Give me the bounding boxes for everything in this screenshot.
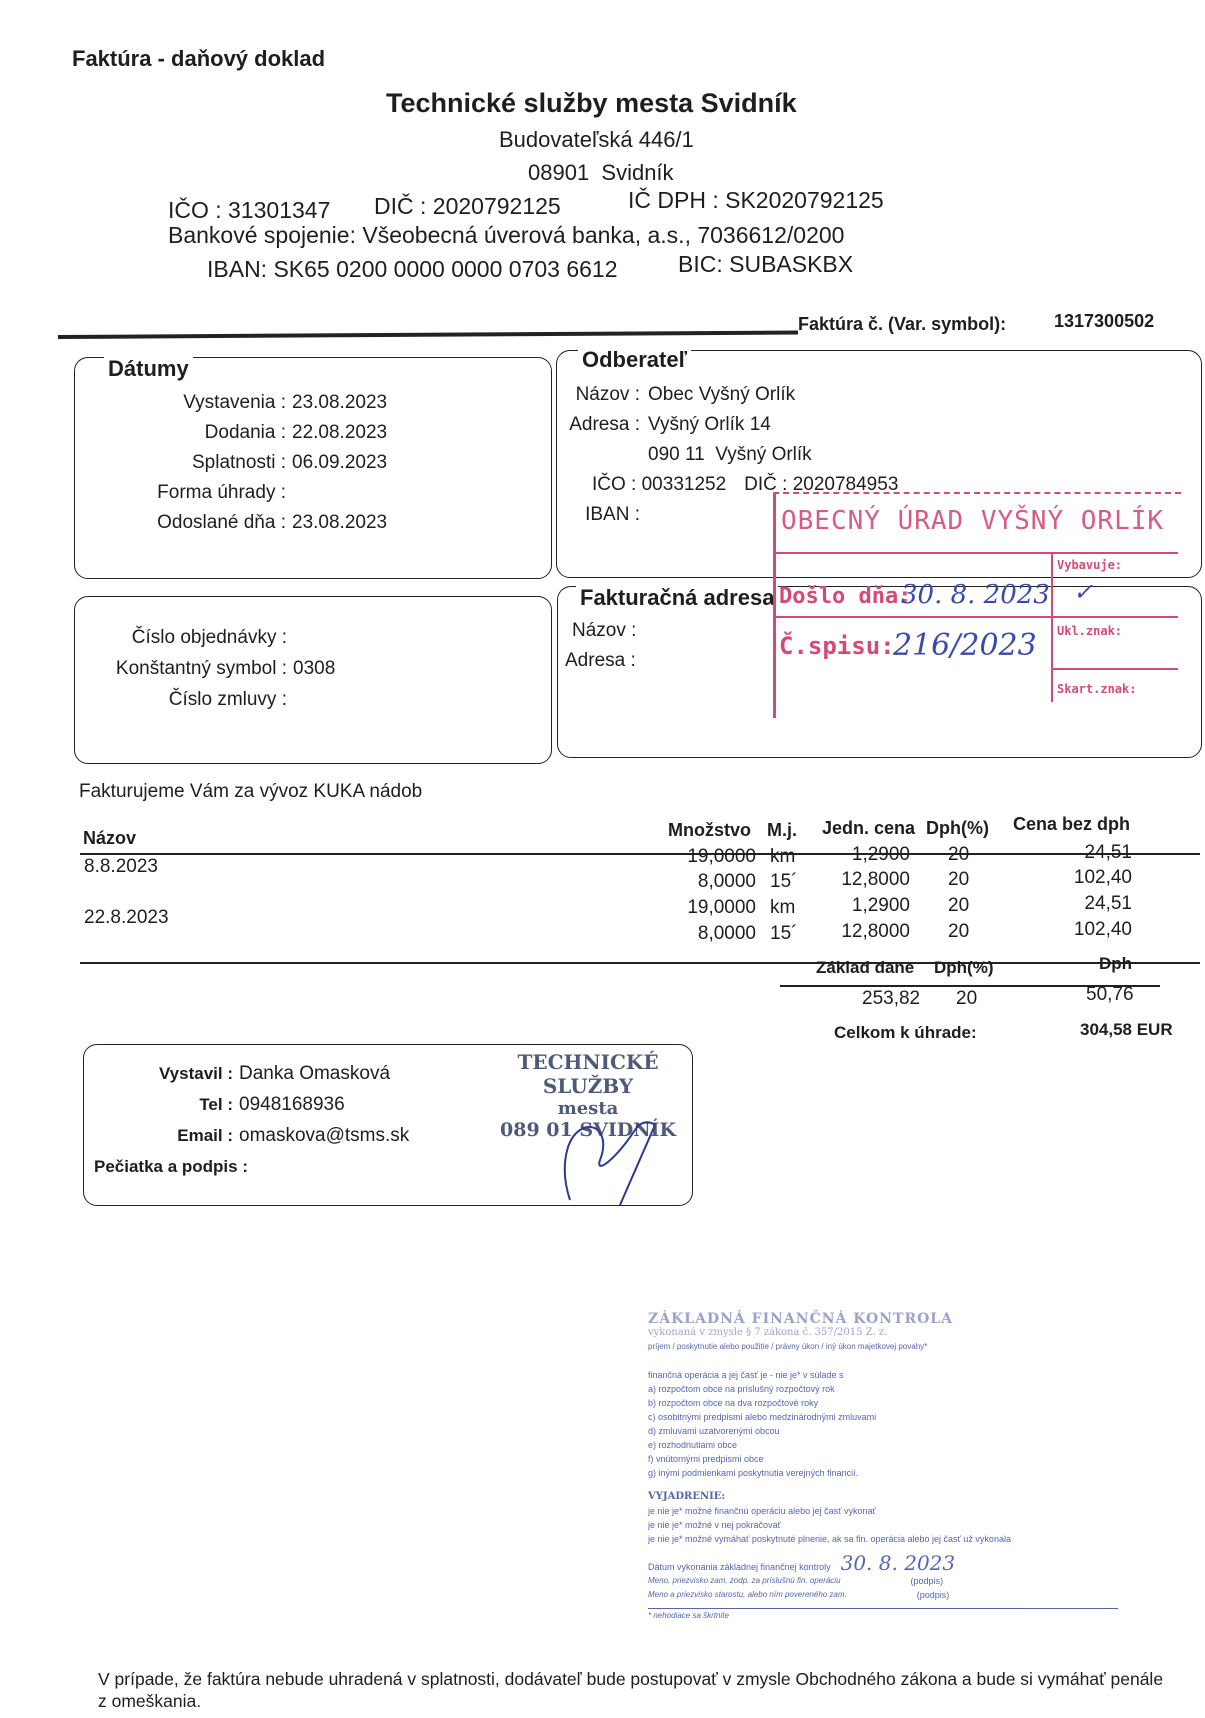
col-unit: M.j. xyxy=(767,820,797,840)
control-intro: finančná operácia a jej časť je - nie je* v súlade s xyxy=(648,1370,844,1380)
order-row-label: Číslo zmluvy : xyxy=(168,689,287,710)
row-unit: 15´ xyxy=(770,923,798,944)
control-name-row xyxy=(648,1574,1118,1588)
summary-base-label: Základ dane xyxy=(816,958,915,977)
order-row-label: Konštantný symbol : xyxy=(115,658,287,679)
customer-address-label: Adresa : xyxy=(569,414,640,435)
row-unit: km xyxy=(770,897,796,918)
dates-row xyxy=(110,478,410,508)
supplier-icdph: IČ DPH : SK2020792125 xyxy=(628,187,884,213)
row-price: 12,8000 xyxy=(841,921,910,942)
issued-name: Danka Omasková xyxy=(239,1063,391,1084)
total-label: Celkom k úhrade: xyxy=(834,1023,977,1042)
control-date: 30. 8. 2023 xyxy=(840,1551,956,1575)
document-title: Faktúra - daňový doklad xyxy=(72,46,326,71)
customer-address1: Vyšný Orlík 14 xyxy=(648,414,771,435)
row-vat: 20 xyxy=(948,921,970,942)
control-item: e) rozhodnutiami obce xyxy=(648,1440,738,1450)
stamp-received-label: Došlo dňa: xyxy=(779,584,912,609)
issuer-row xyxy=(92,1058,492,1089)
row-name: 22.8.2023 xyxy=(84,907,169,928)
summary-vat: 20 xyxy=(956,988,978,1009)
dates-row xyxy=(110,388,410,418)
dates-row xyxy=(110,508,410,538)
row-total: 24,51 xyxy=(1084,893,1132,914)
supplier-bank: Bankové spojenie: Všeobecná úverová banka, a.s., 7036612/0200 xyxy=(168,222,845,248)
stamp-divider-2 xyxy=(773,616,1178,618)
billing-name-label: Názov : xyxy=(572,620,637,641)
control-vyj: je nie je* možné v nej pokračovať xyxy=(648,1520,781,1530)
control-item: g) inými podmienkami poskytnutia verejných financií. xyxy=(648,1468,859,1478)
row-qty: 8,0000 xyxy=(697,923,756,944)
sign-row xyxy=(92,1151,492,1182)
order-row-value: 0308 xyxy=(293,658,336,679)
customer-address2-row xyxy=(556,440,916,470)
customer-name: Obec Vyšný Orlík xyxy=(648,384,796,405)
spacer xyxy=(556,470,586,500)
dates-row-value: 23.08.2023 xyxy=(292,512,388,533)
tel-label: Tel : xyxy=(199,1095,233,1114)
control-sub1: vykonaná v zmysle § 7 zákona č. 357/2015 Z. z. xyxy=(648,1327,888,1338)
table-row xyxy=(80,919,1200,945)
control-item: d) zmluvami uzatvorenými obcou xyxy=(648,1426,780,1436)
stamp-line-1: TECHNICKÉ SLUŽBY xyxy=(517,1050,659,1098)
col-total: Cena bez dph xyxy=(1013,814,1131,834)
row-qty: 19,0000 xyxy=(687,846,756,867)
dates-row-label: Vystavenia : xyxy=(183,392,286,413)
row-vat: 20 xyxy=(948,895,970,916)
stamp-side-3: Skart.znak: xyxy=(1057,682,1137,696)
stamp-file-label: Č.spisu: xyxy=(779,632,895,660)
control-vyj: je nie je* možné vymáhať poskytnuté plnenie, ak sa fin. operácia alebo jej časť už vykonala xyxy=(648,1534,1011,1544)
header-rule xyxy=(58,330,798,339)
order-row-label: Číslo objednávky : xyxy=(131,627,287,648)
col-price: Jedn. cena xyxy=(822,818,916,838)
tel-value: 0948168936 xyxy=(239,1094,345,1115)
control-footnote: * nehodiace sa škrtnite xyxy=(648,1611,729,1620)
supplier-dic: DIČ : 2020792125 xyxy=(374,193,561,219)
dates-row xyxy=(110,418,410,448)
supplier-ico: IČO : 31301347 xyxy=(168,197,331,223)
dates-row-label: Forma úhrady : xyxy=(157,482,286,503)
control-vyj-title: VYJADRENIE: xyxy=(648,1491,726,1502)
dates-title: Dátumy xyxy=(104,356,193,382)
summary-base: 253,82 xyxy=(862,988,921,1009)
row-name: 8.8.2023 xyxy=(84,856,158,877)
supplier-bic: BIC: SUBASKBX xyxy=(678,251,854,277)
issued-label: Vystavil : xyxy=(158,1064,233,1083)
stamp-line-2: mesta xyxy=(557,1098,619,1119)
customer-dic: DIČ : 2020784953 xyxy=(744,474,899,495)
stamp-side-1: Vybavuje: xyxy=(1057,558,1123,572)
control-item: b) rozpočtom obce na dva rozpočtové roky xyxy=(648,1398,819,1408)
summary xyxy=(780,950,1200,1030)
issuer-signature-icon xyxy=(540,1100,680,1210)
control-date-label: Dátum vykonania základnej finančnej kontroly xyxy=(648,1562,831,1572)
dates-row-value: 23.08.2023 xyxy=(292,392,388,413)
stamp-side-signature: ✓ xyxy=(1073,578,1094,606)
control-name1: Meno, priezvisko zam. zodp. za príslušnú fin. operáciu xyxy=(648,1576,841,1585)
dates-row-label: Splatnosti : xyxy=(192,452,286,473)
dates-row-value: 06.09.2023 xyxy=(292,452,388,473)
footer-note: V prípade, že faktúra nebude uhradená v splatnosti, dodávateľ bude postupovať v zmysle Obchodného zákona a bude si vymáhať penále z omeškania. xyxy=(98,1669,1164,1711)
billing-title: Fakturačná adresa xyxy=(576,585,778,611)
dates-row xyxy=(110,448,410,478)
row-total: 102,40 xyxy=(1073,867,1132,888)
control-vyj: je nie je* možné finančnú operáciu alebo jej časť vykonať xyxy=(648,1506,876,1516)
stamp-divider xyxy=(773,552,1178,554)
issuer-details xyxy=(92,1058,492,1182)
row-unit: 15´ xyxy=(770,871,798,892)
supplier-iban: IBAN: SK65 0200 0000 0000 0703 6612 xyxy=(207,256,618,282)
dates-list xyxy=(110,388,410,538)
supplier-city: 08901 Svidník xyxy=(528,160,674,185)
row-price: 1,2900 xyxy=(851,844,910,865)
control-stamp xyxy=(648,1312,1118,1623)
col-vat: Dph(%) xyxy=(926,818,989,838)
dates-row-label: Odoslané dňa : xyxy=(157,512,286,533)
col-qty: Množstvo xyxy=(668,820,751,840)
dates-row-value: 22.08.2023 xyxy=(292,422,388,443)
customer-title: Odberateľ xyxy=(578,347,691,373)
col-name: Názov xyxy=(83,828,137,848)
row-price: 12,8000 xyxy=(841,869,910,890)
control-name-row xyxy=(648,1588,1118,1602)
table-row xyxy=(80,893,1200,928)
row-unit: km xyxy=(770,846,796,867)
row-vat: 20 xyxy=(948,869,970,890)
order-row xyxy=(82,622,382,653)
intro-text: Fakturujeme Vám za vývoz KUKA nádob xyxy=(79,781,423,802)
customer-iban-label: IBAN : xyxy=(585,504,640,525)
stamp-vertical xyxy=(1051,552,1053,702)
issuer-row xyxy=(92,1089,492,1120)
control-name2: Meno a priezvisko starostu, alebo ním povereného zam. xyxy=(648,1590,847,1599)
stamp-office: OBECNÝ ÚRAD VYŠNÝ ORLÍK xyxy=(781,506,1165,536)
row-qty: 8,0000 xyxy=(697,871,756,892)
table-row xyxy=(80,842,1200,877)
control-sig2: (podpis) xyxy=(916,1590,950,1600)
stamp-side-2: Ukl.znak: xyxy=(1057,624,1123,638)
supplier-name: Technické služby mesta Svidník xyxy=(386,88,797,118)
row-total: 24,51 xyxy=(1084,842,1132,863)
row-total: 102,40 xyxy=(1073,919,1132,940)
order-row xyxy=(82,684,382,715)
issuer-row xyxy=(92,1120,492,1151)
invoice-number-label: Faktúra č. (Var. symbol): xyxy=(798,314,1007,334)
customer-address2: 090 11 Vyšný Orlík xyxy=(648,444,812,465)
summary-dph-label: Dph xyxy=(1099,954,1133,973)
table-row xyxy=(80,867,1200,893)
billing-address-label: Adresa : xyxy=(565,650,636,671)
spacer xyxy=(556,440,640,470)
customer-name-label: Názov : xyxy=(575,384,640,405)
control-date-row xyxy=(648,1551,1118,1575)
sign-label: Pečiatka a podpis : xyxy=(94,1157,248,1176)
stamp-line-3: 089 01 SVIDNÍK xyxy=(500,1119,676,1141)
received-stamp xyxy=(773,492,1178,716)
total-value: 304,58 EUR xyxy=(1080,1020,1173,1039)
supplier-street: Budovateľská 446/1 xyxy=(499,127,694,152)
email-label: Email : xyxy=(177,1126,233,1145)
order-list xyxy=(82,622,382,715)
stamp-received-date: 30. 8. 2023 xyxy=(901,580,1050,610)
customer-name-row xyxy=(556,380,916,410)
email-value: omaskova@tsms.sk xyxy=(239,1125,410,1146)
summary-vat-label: Dph(%) xyxy=(934,958,994,977)
row-price: 1,2900 xyxy=(851,895,910,916)
stamp-file-value: 216/2023 xyxy=(893,628,1037,663)
order-row xyxy=(82,653,382,684)
control-item: f) vnútornými predpismi obce xyxy=(648,1454,764,1464)
control-sig1: (podpis) xyxy=(910,1576,944,1586)
control-item: c) osobitnými predpismi alebo medzinárodnými zmluvami xyxy=(648,1412,877,1422)
invoice-number: 1317300502 xyxy=(1054,311,1155,331)
customer-address-row xyxy=(556,410,916,440)
control-sub2: príjem / poskytnutie alebo použitie / právny úkon / iný úkon majetkovej povahy* xyxy=(648,1342,928,1351)
summary-dph: 50,76 xyxy=(1086,984,1134,1005)
row-qty: 19,0000 xyxy=(687,897,756,918)
customer-ico: IČO : 00331252 xyxy=(592,474,727,495)
stamp-divider-3 xyxy=(1051,668,1178,670)
control-title: ZÁKLADNÁ FINANČNÁ KONTROLA xyxy=(648,1311,953,1327)
control-item: a) rozpočtom obce na príslušný rozpočtový rok xyxy=(648,1384,835,1394)
row-vat: 20 xyxy=(948,844,970,865)
dates-row-label: Dodania : xyxy=(204,422,286,443)
